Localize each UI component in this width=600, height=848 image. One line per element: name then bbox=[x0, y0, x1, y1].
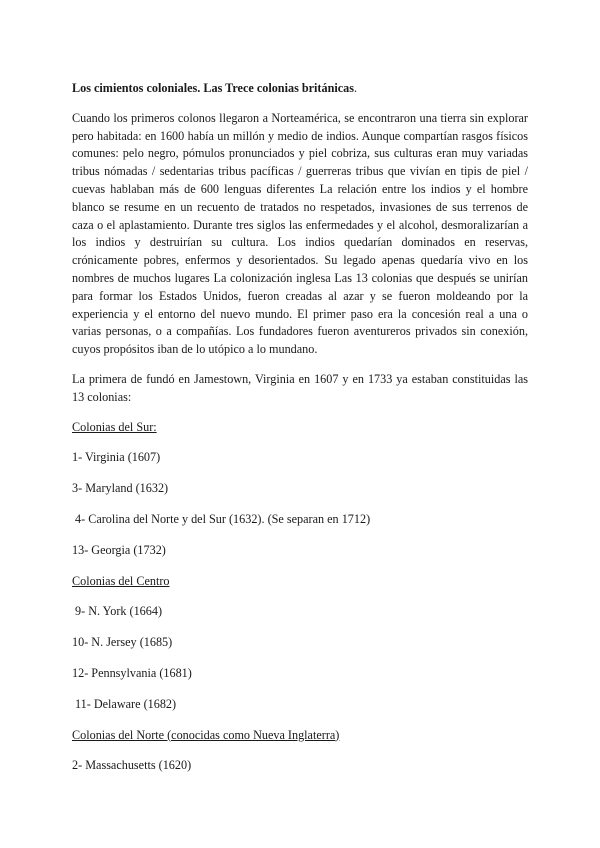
colony-item: 1- Virginia (1607) bbox=[72, 450, 161, 465]
document-title-period: . bbox=[354, 81, 358, 95]
section-heading: Colonias del Sur: bbox=[72, 419, 157, 434]
document-title-text: Los cimientos coloniales. Las Trece colonias británicas bbox=[72, 81, 354, 95]
colony-item: 11- Delaware (1682) bbox=[75, 696, 177, 711]
intro-paragraph: Cuando los primeros colonos llegaron a Norteamérica, se encontraron una tierra sin explorar pero habitada: en 1600 había un millón y medio de indios. Aunque compartían rasgos físicos comunes: pelo negro, pómulos pronunciados y piel cobriza, sus culturas eran muy variadas tribus nómadas / sedentarias tribus pacíficas / guerreras tribus que vivían en tipis de piel / cuevas hablaban más de 600 lenguas diferentes La relación entre los indios y el hombre blanco se resume en un recuento de tratados no respetados, invasiones de sus terrenos de caza o el aplastamiento. Durante tres siglos las enfermedades y el alcohol, desmoralizarían a los indios y destruirían su cultura. Los indios quedarían dominados en reservas, crónicamente pobres, enfermos y desorientados. Su legado apenas quedaría vivo en los nombres de muchos lugares La colonización inglesa Las 13 colonias que después se unirían para formar los Estados Unidos, fueron creadas al azar y se fueron moldeando por la experiencia y el entorno del nuevo mundo. El primer paso era la concesión real a una o varias personas, o a compañías. Los fundadores fueron aventureros privados sin conexión, cuyos propósitos iban de lo utópico a lo mundano. bbox=[72, 110, 528, 357]
colony-item: 3- Maryland (1632) bbox=[72, 481, 169, 496]
colony-item: 13- Georgia (1732) bbox=[72, 542, 166, 557]
document-title bbox=[72, 80, 528, 98]
section-south bbox=[72, 419, 528, 560]
colony-item: 10- N. Jersey (1685) bbox=[72, 635, 173, 650]
section-heading: Colonias del Centro bbox=[72, 573, 170, 588]
colony-item: 2- Massachusetts (1620) bbox=[72, 758, 192, 773]
colony-item: 12- Pennsylvania (1681) bbox=[72, 665, 192, 680]
section-north bbox=[72, 727, 528, 776]
colony-item: 4- Carolina del Norte y del Sur (1632). (Se separan en 1712) bbox=[75, 511, 371, 526]
section-heading: Colonias del Norte (conocidas como Nueva Inglaterra) bbox=[72, 727, 340, 742]
section-center bbox=[72, 573, 528, 714]
founding-paragraph: La primera de fundó en Jamestown, Virginia en 1607 y en 1733 ya estaban constituidas las 13 colonias: bbox=[72, 371, 528, 404]
document-page bbox=[72, 80, 528, 788]
colony-item: 9- N. York (1664) bbox=[75, 604, 163, 619]
